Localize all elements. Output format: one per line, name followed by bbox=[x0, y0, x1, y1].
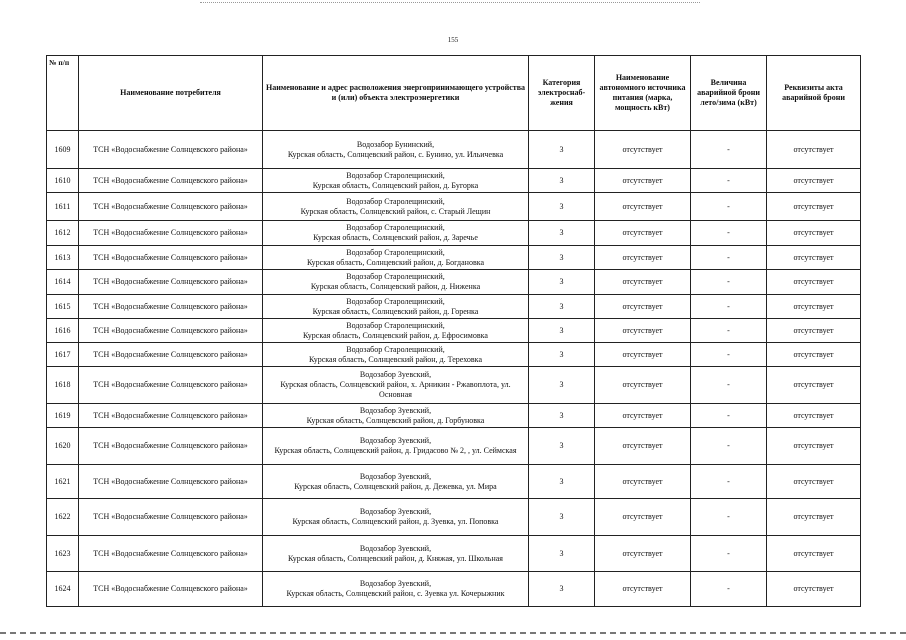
act-details: отсутствует bbox=[767, 536, 861, 572]
consumer-name: ТСН «Водоснабжение Солнцевского района» bbox=[79, 536, 263, 572]
table-row bbox=[47, 169, 861, 193]
supply-category: 3 bbox=[529, 131, 595, 169]
supply-category: 3 bbox=[529, 404, 595, 428]
object-address bbox=[263, 343, 529, 367]
row-number: 1620 bbox=[47, 428, 79, 465]
object-address-line: Курская область, Солнцевский район, с. Бунино, ул. Ильичевка bbox=[287, 149, 504, 159]
object-name: Водозабор Зуевский, bbox=[359, 436, 432, 445]
header-act-details: Реквизиты акта аварийной брони bbox=[767, 56, 861, 131]
supply-category: 3 bbox=[529, 246, 595, 270]
autonomous-source: отсутствует bbox=[595, 270, 691, 295]
object-name: Водозабор Зуевский, bbox=[359, 370, 432, 379]
act-details: отсутствует bbox=[767, 169, 861, 193]
emergency-reserve: - bbox=[691, 131, 767, 169]
autonomous-source: отсутствует bbox=[595, 367, 691, 404]
object-name: Водозабор Старолещинский, bbox=[346, 170, 445, 180]
act-details: отсутствует bbox=[767, 270, 861, 295]
supply-category: 3 bbox=[529, 270, 595, 295]
header-consumer: Наименование потребителя bbox=[79, 56, 263, 131]
table-row bbox=[47, 499, 861, 536]
row-number: 1616 bbox=[47, 319, 79, 343]
object-name: Водозабор Старолещинский, bbox=[346, 272, 445, 281]
object-name: Водозабор Зуевский, bbox=[359, 471, 432, 481]
header-supply-category: Категория электроснаб-жения bbox=[529, 56, 595, 131]
table-row bbox=[47, 404, 861, 428]
consumer-name: ТСН «Водоснабжение Солнцевского района» bbox=[79, 246, 263, 270]
object-address bbox=[263, 536, 529, 572]
table-row bbox=[47, 221, 861, 246]
row-number: 1611 bbox=[47, 193, 79, 221]
table-row bbox=[47, 246, 861, 270]
object-address bbox=[263, 465, 529, 499]
supply-category: 3 bbox=[529, 572, 595, 607]
consumer-name: ТСН «Водоснабжение Солнцевского района» bbox=[79, 572, 263, 607]
autonomous-source: отсутствует bbox=[595, 319, 691, 343]
object-address bbox=[263, 367, 529, 404]
consumer-name: ТСН «Водоснабжение Солнцевского района» bbox=[79, 193, 263, 221]
emergency-reserve: - bbox=[691, 270, 767, 295]
object-name: Водозабор Зуевский, bbox=[359, 405, 432, 415]
row-number: 1615 bbox=[47, 295, 79, 319]
table-row bbox=[47, 270, 861, 295]
emergency-reserve: - bbox=[691, 193, 767, 221]
row-number: 1618 bbox=[47, 367, 79, 404]
table-row bbox=[47, 295, 861, 319]
supply-category: 3 bbox=[529, 319, 595, 343]
object-name: Водозабор Старолещинский, bbox=[346, 247, 445, 257]
object-address bbox=[263, 246, 529, 270]
object-address bbox=[263, 193, 529, 221]
row-number: 1622 bbox=[47, 499, 79, 536]
supply-category: 3 bbox=[529, 367, 595, 404]
emergency-reserve: - bbox=[691, 221, 767, 246]
object-address bbox=[263, 404, 529, 428]
supply-category: 3 bbox=[529, 295, 595, 319]
object-address-line: Курская область, Солнцевский район, д. Горенка bbox=[312, 306, 479, 316]
object-address-line: Курская область, Солнцевский район, д. Ефросимовка bbox=[303, 330, 488, 340]
object-address-line: Курская область, Солнцевский район, х. Арникин - Ржавоплота, ул. Основная bbox=[280, 380, 511, 399]
table-row bbox=[47, 367, 861, 404]
consumer-name: ТСН «Водоснабжение Солнцевского района» bbox=[79, 465, 263, 499]
row-number: 1617 bbox=[47, 343, 79, 367]
emergency-reserve: - bbox=[691, 319, 767, 343]
consumer-name: ТСН «Водоснабжение Солнцевского района» bbox=[79, 319, 263, 343]
object-name: Водозабор Старолещинский, bbox=[346, 196, 445, 206]
act-details: отсутствует bbox=[767, 572, 861, 607]
object-address-line: Курская область, Солнцевский район, д. Богдановка bbox=[306, 257, 485, 267]
consumer-name: ТСН «Водоснабжение Солнцевского района» bbox=[79, 270, 263, 295]
emergency-reserve: - bbox=[691, 536, 767, 572]
table-header-row bbox=[47, 56, 861, 131]
object-address bbox=[263, 428, 529, 465]
act-details: отсутствует bbox=[767, 246, 861, 270]
emergency-reserve: - bbox=[691, 499, 767, 536]
consumer-name: ТСН «Водоснабжение Солнцевского района» bbox=[79, 295, 263, 319]
act-details: отсутствует bbox=[767, 404, 861, 428]
object-name: Водозабор Бунинский, bbox=[356, 139, 435, 149]
row-number: 1623 bbox=[47, 536, 79, 572]
object-address-line: Курская область, Солнцевский район, д. Тереховка bbox=[308, 354, 482, 364]
object-address bbox=[263, 319, 529, 343]
header-number: № п/п bbox=[47, 56, 79, 131]
table-row bbox=[47, 465, 861, 499]
supply-category: 3 bbox=[529, 193, 595, 221]
emergency-reserve: - bbox=[691, 428, 767, 465]
table-row bbox=[47, 572, 861, 607]
autonomous-source: отсутствует bbox=[595, 572, 691, 607]
scan-bottom-edge bbox=[0, 632, 906, 638]
row-number: 1619 bbox=[47, 404, 79, 428]
act-details: отсутствует bbox=[767, 131, 861, 169]
autonomous-source: отсутствует bbox=[595, 295, 691, 319]
object-name: Водозабор Зуевский, bbox=[359, 543, 432, 553]
object-address bbox=[263, 131, 529, 169]
header-object-address: Наименование и адрес расположения энергопринимающего устройства и (или) объекта электроэнергетики bbox=[263, 56, 529, 131]
row-number: 1609 bbox=[47, 131, 79, 169]
table-row bbox=[47, 343, 861, 367]
row-number: 1624 bbox=[47, 572, 79, 607]
act-details: отсутствует bbox=[767, 499, 861, 536]
act-details: отсутствует bbox=[767, 319, 861, 343]
object-name: Водозабор Зуевский, bbox=[359, 579, 432, 588]
consumer-name: ТСН «Водоснабжение Солнцевского района» bbox=[79, 367, 263, 404]
emergency-reserve: - bbox=[691, 367, 767, 404]
supply-category: 3 bbox=[529, 169, 595, 193]
autonomous-source: отсутствует bbox=[595, 246, 691, 270]
page-number: 155 bbox=[447, 36, 459, 44]
object-address-line: Курская область, Солнцевский район, д. Зуевка, ул. Поповка bbox=[292, 517, 499, 526]
emergency-reserve: - bbox=[691, 295, 767, 319]
supply-category: 3 bbox=[529, 536, 595, 572]
object-address-line: Курская область, Солнцевский район, с. Зуевка ул. Кочерыжник bbox=[286, 589, 505, 598]
object-address bbox=[263, 572, 529, 607]
row-number: 1621 bbox=[47, 465, 79, 499]
table-row bbox=[47, 536, 861, 572]
object-name: Водозабор Старолещинский, bbox=[346, 223, 445, 232]
act-details: отсутствует bbox=[767, 465, 861, 499]
consumer-registry-table bbox=[46, 55, 861, 607]
act-details: отсутствует bbox=[767, 343, 861, 367]
object-address bbox=[263, 499, 529, 536]
object-address-line: Курская область, Солнцевский район, д. Гридасово № 2, , ул. Сеймская bbox=[274, 446, 517, 455]
object-address-line: Курская область, Солнцевский район, д. Бугорка bbox=[312, 180, 479, 190]
row-number: 1610 bbox=[47, 169, 79, 193]
emergency-reserve: - bbox=[691, 572, 767, 607]
emergency-reserve: - bbox=[691, 404, 767, 428]
act-details: отсутствует bbox=[767, 295, 861, 319]
emergency-reserve: - bbox=[691, 169, 767, 193]
autonomous-source: отсутствует bbox=[595, 193, 691, 221]
object-address bbox=[263, 169, 529, 193]
row-number: 1613 bbox=[47, 246, 79, 270]
act-details: отсутствует bbox=[767, 367, 861, 404]
object-address-line: Курская область, Солнцевский район, д. Горбуновка bbox=[306, 415, 485, 425]
autonomous-source: отсутствует bbox=[595, 499, 691, 536]
autonomous-source: отсутствует bbox=[595, 404, 691, 428]
autonomous-source: отсутствует bbox=[595, 428, 691, 465]
autonomous-source: отсутствует bbox=[595, 465, 691, 499]
object-address bbox=[263, 295, 529, 319]
supply-category: 3 bbox=[529, 499, 595, 536]
consumer-name: ТСН «Водоснабжение Солнцевского района» bbox=[79, 499, 263, 536]
consumer-name: ТСН «Водоснабжение Солнцевского района» bbox=[79, 428, 263, 465]
object-address-line: Курская область, Солнцевский район, д. Заречье bbox=[313, 233, 478, 242]
object-address-line: Курская область, Солнцевский район, д. Ниженка bbox=[310, 282, 481, 291]
object-name: Водозабор Старолещинский, bbox=[346, 296, 445, 306]
act-details: отсутствует bbox=[767, 221, 861, 246]
supply-category: 3 bbox=[529, 221, 595, 246]
object-address bbox=[263, 270, 529, 295]
autonomous-source: отсутствует bbox=[595, 169, 691, 193]
consumer-name: ТСН «Водоснабжение Солнцевского района» bbox=[79, 404, 263, 428]
act-details: отсутствует bbox=[767, 428, 861, 465]
object-address-line: Курская область, Солнцевский район, д. Княжая, ул. Школьная bbox=[288, 553, 503, 563]
header-autonomous-source: Наименование автономного источника питания (марка, мощность кВт) bbox=[595, 56, 691, 131]
consumer-name: ТСН «Водоснабжение Солнцевского района» bbox=[79, 343, 263, 367]
autonomous-source: отсутствует bbox=[595, 221, 691, 246]
table-row bbox=[47, 193, 861, 221]
autonomous-source: отсутствует bbox=[595, 343, 691, 367]
table-row bbox=[47, 428, 861, 465]
emergency-reserve: - bbox=[691, 246, 767, 270]
autonomous-source: отсутствует bbox=[595, 131, 691, 169]
object-address-line: Курская область, Солнцевский район, д. Дежевка, ул. Мира bbox=[294, 481, 497, 491]
object-address-line: Курская область, Солнцевский район, с. Старый Лещин bbox=[300, 206, 491, 216]
row-number: 1614 bbox=[47, 270, 79, 295]
consumer-name: ТСН «Водоснабжение Солнцевского района» bbox=[79, 221, 263, 246]
autonomous-source: отсутствует bbox=[595, 536, 691, 572]
emergency-reserve: - bbox=[691, 343, 767, 367]
row-number: 1612 bbox=[47, 221, 79, 246]
emergency-reserve: - bbox=[691, 465, 767, 499]
table-row bbox=[47, 131, 861, 169]
supply-category: 3 bbox=[529, 343, 595, 367]
header-emergency-reserve: Величина аварийной брони лето/зима (кВт) bbox=[691, 56, 767, 131]
act-details: отсутствует bbox=[767, 193, 861, 221]
object-address bbox=[263, 221, 529, 246]
object-name: Водозабор Старолещинский, bbox=[346, 320, 445, 330]
table-row bbox=[47, 319, 861, 343]
object-name: Водозабор Зуевский, bbox=[359, 507, 432, 516]
scan-top-edge bbox=[200, 2, 700, 3]
consumer-name: ТСН «Водоснабжение Солнцевского района» bbox=[79, 169, 263, 193]
consumer-name: ТСН «Водоснабжение Солнцевского района» bbox=[79, 131, 263, 169]
supply-category: 3 bbox=[529, 465, 595, 499]
supply-category: 3 bbox=[529, 428, 595, 465]
object-name: Водозабор Старолещинский, bbox=[346, 344, 445, 354]
